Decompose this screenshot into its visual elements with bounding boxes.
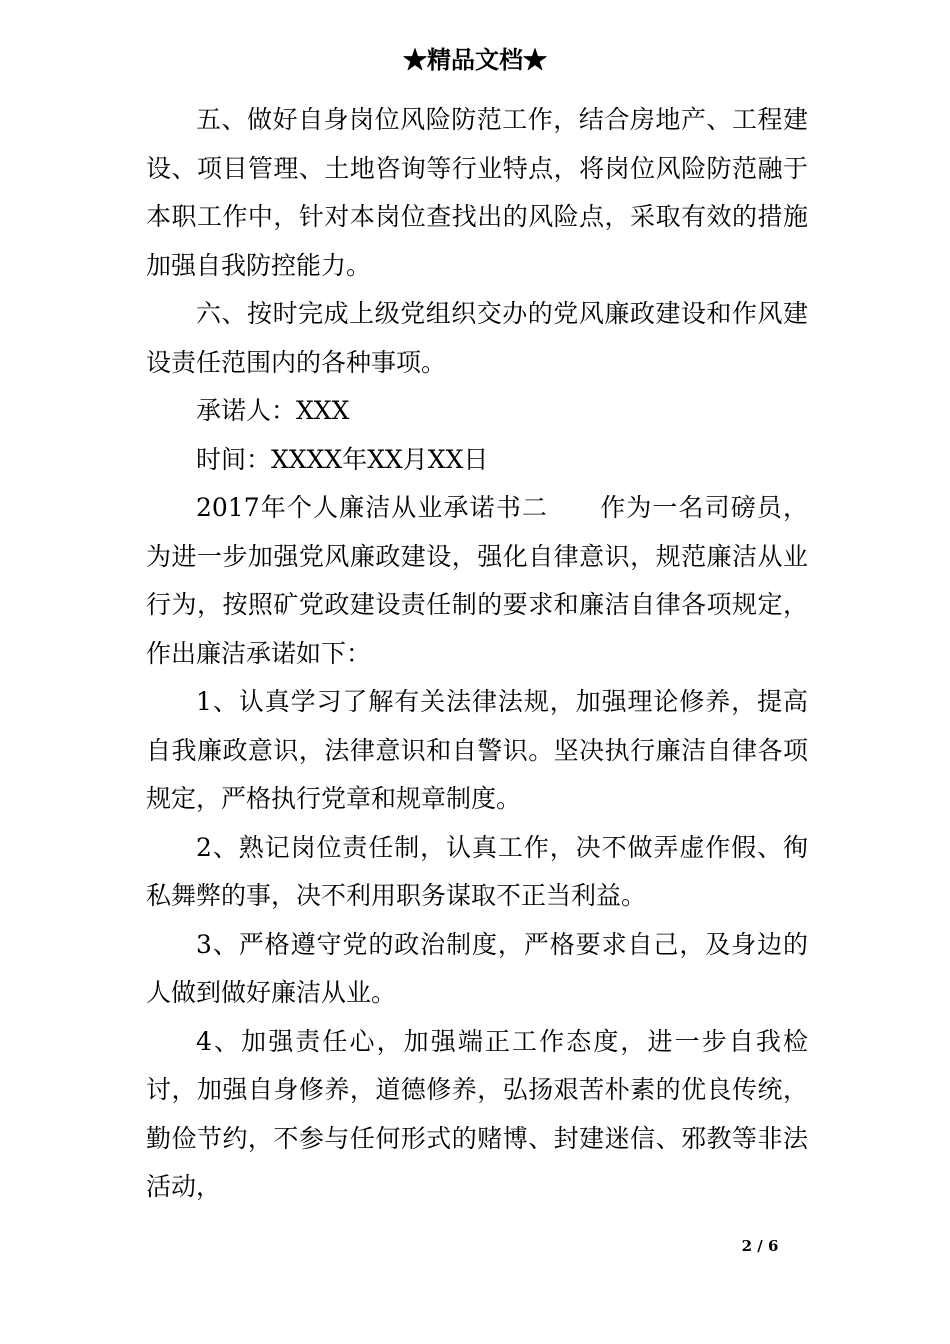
commitment-item-3: 3、严格遵守党的政治制度，严格要求自己，及身边的人做到做好廉洁从业。 [146,929,808,1007]
page-number: 2 / 6 [741,1237,779,1255]
commitment-item-2: 2、熟记岗位责任制，认真工作，决不做弄虚作假、徇私舞弊的事，决不利用职务谋取不正当利益。 [146,832,808,910]
paragraph-item-6: 六、按时完成上级党组织交办的党风廉政建设和作风建设责任范围内的各种事项。 [146,299,808,377]
date-line: 时间：XXXX年XX月XX日 [196,444,489,474]
promisor-line: 承诺人：XXX [196,396,350,425]
document-header-title: ★精品文档★ [403,45,547,74]
commitment-item-1: 1、认真学习了解有关法律法规，加强理论修养，提高自我廉政意识，法律意识和自警识。坚决执行廉洁自律各项规定，严格执行党章和规章制度。 [146,687,808,813]
paragraph-item-5: 五、做好自身岗位风险防范工作，结合房地产、工程建设、项目管理、土地咨询等行业特点，将岗位风险防范融于本职工作中，针对本岗位查找出的风险点，采取有效的措施加强自我防控能力。 [146,105,808,280]
commitment-item-4: 4、加强责任心，加强端正工作态度，进一步自我检讨，加强自身修养，道德修养，弘扬艰苦朴素的优良传统，勤俭节约，不参与任何形式的赌博、封建迷信、邪教等非法活动， [146,1026,808,1201]
second-letter-intro: 2017年个人廉洁从业承诺书二 作为一名司磅员，为进一步加强党风廉政建设，强化自律意识，规范廉洁从业行为，按照矿党政建设责任制的要求和廉洁自律各项规定，作出廉洁承诺如下： [146,493,808,668]
document-body [146,96,808,1212]
